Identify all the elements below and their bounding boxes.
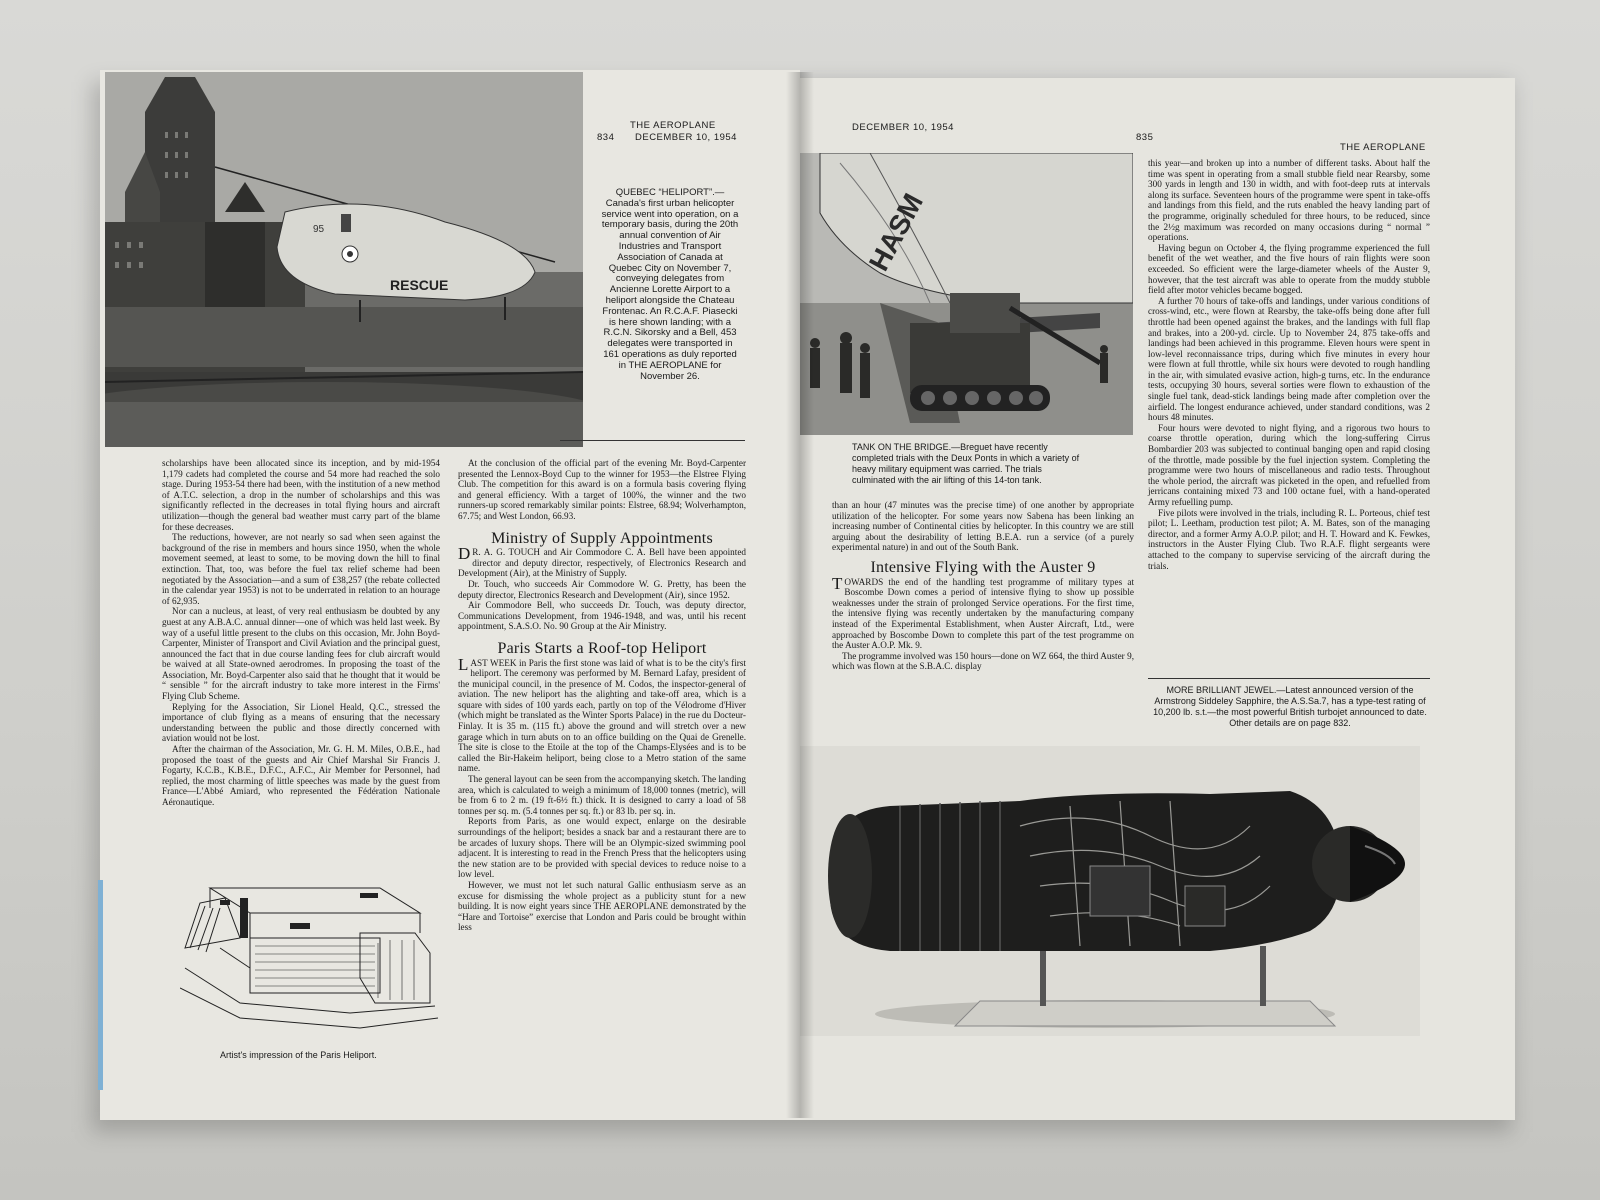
- ministry-para-3: Air Commodore Bell, who succeeds Dr. Touch, was deputy director, Communications Development, from 1946-1948, and was, until his recent appointment, S.A.S.O. No. 90 Group at the Air Ministry.: [458, 600, 746, 632]
- ministry-para-2: Dr. Touch, who succeeds Air Commodore W. G. Pretty, has been the deputy director, Electronics Research and Development (Air), since 1952.: [458, 578, 746, 600]
- col1-para-5: After the chairman of the Association, Mr. G. H. M. Miles, O.B.E., had proposed the toast of the guests and Air Chief Marshal Sir Francis J. Fogarty, K.C.B., K.B.E., D.F.C., A.F.C., Air Member for Personnel, had replied, the most charming of little speeches was made by the guest from France—L'Abbé Amiard, who represented the Fédération Nationale Aéronautique.: [162, 744, 440, 807]
- rescue-lettering: RESCUE: [390, 277, 449, 293]
- ministry-heading: Ministry of Supply Appointments: [491, 529, 713, 547]
- caption-rule: [560, 440, 745, 441]
- jewel-caption: MORE BRILLIANT JEWEL.—Latest announced version of the Armstrong Siddeley Sapphire, the A.S.Sa.7, has a type-test rating of 10,200 lb. s.t.—the most powerful British turbojet announced to date. Other details are on page 832.: [1153, 685, 1427, 728]
- quebec-heliport-photo: [105, 72, 583, 447]
- paris-heading: Paris Starts a Roof-top Heliport: [497, 639, 707, 657]
- left-page-number: 834: [597, 132, 615, 143]
- quebec-photo-drawing: [105, 72, 583, 447]
- paris-para-3: Reports from Paris, as one would expect, enlarge on the desirable surroundings of the heliport; besides a snack bar and a restaurant there are to be arcades of luxury shops. There will be an Olympic-sized swimming pool adjacent. It is interesting to read in the French Press that the helicopters using the new station are to be provided with special devices to reduce noise to a low level.: [458, 816, 746, 880]
- tank-on-bridge-photo: [800, 153, 1133, 435]
- right-column-1: [832, 500, 1134, 672]
- quebec-caption: QUEBEC “HELIPORT”.—Canada's first urban helicopter service went into operation, on a temporary basis, during the 20th annual convention of Air Industries and Transport Association of Canada at Quebec City on November 7, conveying delegates from Ancienne Lorette Airport to a heliport alongside the Chateau Frontenac. An R.C.A.F. Piasecki is here shown landing; with a R.C.N. Sikorsky and a Bell, 453 delegates were transported in 161 operations as duly reported in THE AEROPLANE for November 26.: [601, 187, 739, 382]
- col2-intro: At the conclusion of the official part of the evening Mr. Boyd-Carpenter presented the Lennox-Boyd Cup to the winner for 1953—the Elstree Flying Club. The competition for this award is on a formula basis covering flying and general efficiency. With a target of 100%, the winner and the two runners-up scored remarkably similar points: Elstree, 68.94; Wolverhampton, 67.75; and West London, 66.93.: [458, 458, 746, 521]
- aircraft-lettering: HASM: [862, 188, 930, 276]
- col1-para-4: Replying for the Association, Sir Lionel Heald, Q.C., stressed the importance of club flying as a means of ensuring that the necessary understanding between the public and those directly concerned with aviation would not be lost.: [162, 701, 440, 744]
- heliport-caption: Artist's impression of the Paris Heliport.: [220, 1050, 377, 1060]
- engine-photo-drawing: [800, 746, 1420, 1036]
- col1-para-2: The reductions, however, are not nearly so sad when seen against the background of the rise in members and hours since 1950, when the whole movement seemed, at least to some, to be moving down the hill to final extinction. That, too, was before the fuel tax relief scheme had been negotiated by the Association—and a sum of £38,257 (the rebate collected in the calendar year 1953) is not to be underrated in relation to an hourage of 62,935.: [162, 532, 440, 606]
- tank-photo-drawing: [800, 153, 1133, 435]
- auster-col2-para-2: Having begun on October 4, the flying programme experienced the full benefit of the wet weather, and the five hours of rain flights were soon exceeded. So efficient were the large-diameter wheels of the Auster 9, however, that the test aircraft was able to operate from the muddy stubble field after motor vehicles became bogged.: [1148, 242, 1430, 296]
- heliport-sketch-drawing: [180, 878, 440, 1038]
- auster-col2-para-4: Four hours were devoted to night flying, and a rigorous two hours to coarse throttle operation, during which the long-suffering Cirrus Bombardier 203 was subjected to continual banging open and rapid closing of the throttle, made possible by the fuel injection system. Completing the programme were two hours of miscellaneous and radio tests. Throughout the whole period, the aircraft was picketed in the open, and refuelled from jerricans containing mixed 73 and 100 octane fuel, with a hand-operated Army refuelling pump.: [1148, 422, 1430, 507]
- auster-para-2: The programme involved was 150 hours—done on WZ 664, the third Auster 9, which was flown at the S.B.A.C. display: [832, 650, 1134, 672]
- left-page: [100, 70, 800, 1120]
- left-column-2: [458, 458, 746, 933]
- auster-col2-para-1: this year—and broken up into a number of different tasks. About half the time was spent in operating from a small stubble field near Rearsby, some 300 yards in length and 130 in width, and with foot-deep ruts at intervals along its surface. Seventeen hours of the programme were spent in take-offs and landings from this field, and the ruts enabled the heavy landing part of the programme, originally scheduled for three hours, to be reduced, since the 2½g maximum was recorded on many occasions during “ normal ” operations.: [1148, 158, 1430, 243]
- helicopter-number: 95: [313, 224, 325, 235]
- right-header-date: DECEMBER 10, 1954: [852, 122, 954, 133]
- auster-heading: Intensive Flying with the Auster 9: [870, 558, 1096, 576]
- auster-col2-para-3: A further 70 hours of take-offs and landings, under various conditions of cross-wind, etc., were flown at Rearsby, the take-offs being done after full throttle had been opened against the brakes, and the landings with full flap and brakes, into a 200-yd. circle. Up to November 24, 875 take-offs and landings had been achieved in this programme. Eleven hours were spent in low-level reconnaissance trips, during which five minutes in every hour were flown at full throttle, while six hours were devoted to rough handling in the air, with simulated evasive action, high-g turns, etc. In the endurance tests, occupying 30 hours, several sorties were flown to exhaustion of the single fuel tank, dead-stick landings being made after completion over the airfield. The longest endurance achieved, under standard conditions, was 2 hours 48 minutes.: [1148, 295, 1430, 423]
- right-column-2: [1148, 158, 1430, 571]
- jewel-caption-rule: [1148, 678, 1430, 679]
- page-gutter: [786, 72, 814, 1118]
- cover-edge: [98, 880, 103, 1090]
- helicopter-continued: than an hour (47 minutes was the precise time) of one another by appropriate utilization of the helicopter. For some years now Sabena has been linking an increasing number of Continental cities by helicopter. In this country we are still arguing about the desirability of letting B.E.A. run a service (of a purely experimental nature) in and out of the South Bank.: [832, 500, 1134, 553]
- col1-para-1: scholarships have been allocated since its inception, and by mid-1954 1,179 cadets had completed the course and 54 more had reached the solo stage. During 1953-54 there had been, with the institution of a new method of A.T.C. selection, a drop in the number of scholarships and this was significantly reflected in the decreases in total flying hours and aircraft utilization—though the general bad weather must carry part of the blame for these decreases.: [162, 458, 440, 532]
- auster-col2-para-5: Five pilots were involved in the trials, including R. L. Porteous, chief test pilot; L. Leetham, production test pilot; A. M. Bates, son of the managing director, and a former Army A.O.P. pilot; and H. T. Howard and K. Fewkes, instructors in the Auster Flying Club. Two R.A.F. flight sergeants were attached to the company to supervise servicing of the aircraft during the trials.: [1148, 507, 1430, 571]
- left-column-1: [162, 458, 440, 808]
- right-page-number: 835: [1136, 132, 1154, 143]
- tank-caption: TANK ON THE BRIDGE.—Breguet have recently completed trials with the Deux Ponts in which a variety of heavy military equipment was carried. The trials culminated with the air lifting of this 14-ton tank.: [852, 442, 1080, 485]
- paris-para-2: The general layout can be seen from the accompanying sketch. The landing area, which is calculated to weigh a minimum of 18,000 tonnes (metric), will be from 6 to 2 m. (19 ft-6½ ft.) thick. It is designed to carry a load of 58 tonnes per sq. m. (5.4 tonnes per sq. ft.) or 83 lb. per sq. in.: [458, 774, 746, 816]
- auster-para-1: TOWARDS the end of the handling test programme of military types at Boscombe Down comes a period of intensive flying to show up possible weaknesses under the strain of prolonged Service operations. For the first time, the intensive flying was recently undertaken by the manufacturing company instead of the Experimental Establishment, when Auster Aircraft, Ltd., were approached by Boscombe Down to complete this part of the test programme on the Auster A.O.P. Mk. 9.: [832, 573, 1134, 651]
- col1-para-3: Nor can a nucleus, at least, of very real enthusiasm be doubted by any guest at any A.B.A.C. annual dinner—one of which was held last week. By way of a useful little present to the clubs on this occasion, Mr. John Boyd-Carpenter, Minister of Transport and Civil Aviation and the principal guest, announced the fact that in due course landing fees for club aircraft would be waived at all State-owned aerodromes. In proposing the toast of the Association, Mr. Boyd-Carpenter also said that he thought that it would be “ sensible ” for the aircraft industry to take more interest in the Firms' Flying Club Scheme.: [162, 606, 440, 702]
- left-header-magazine: THE AEROPLANE: [630, 120, 716, 131]
- ministry-para-1: DR. A. G. TOUCH and Air Commodore C. A. Bell have been appointed director and deputy director, respectively, of Electronics Research and Development (Air), at the Ministry of Supply.: [458, 544, 746, 579]
- sapphire-engine-photo: [800, 746, 1420, 1036]
- paris-para-1: LAST WEEK in Paris the first stone was laid of what is to be the city's first heliport. The ceremony was performed by M. Bernard Lafay, president of the municipal council, in the presence of M. Codos, the inspector-general of aviation. The new heliport has the alighting and take-off area, which is a square with sides of 100 yards each, partly on top of the Vélodrome d'Hiver (which might be translated as the Winter Sports Palace) in the rue du Docteur-Finlay. It is 35 m. (115 ft.) above the ground and will stretch over a new garage which in turn abuts on to an office building on the Quai de Grenelle. The site is close to the Etoile at the top of the Champs-Elysées and is to be called the Bir-Hakeim heliport, being close to a Metro station of the same name.: [458, 654, 746, 774]
- paris-heliport-sketch: [180, 878, 440, 1038]
- left-header-date: DECEMBER 10, 1954: [635, 132, 737, 143]
- right-header-magazine: THE AEROPLANE: [1340, 142, 1426, 153]
- right-page: [800, 78, 1515, 1120]
- paris-para-4: However, we must not let such natural Gallic enthusiasm serve as an excuse for dismissing the whole project as a publicity stunt for a new building. It is now eight years since THE AEROPLANE demonstrated by the “Hare and Tortoise” exercise that London and Paris could be brought within less: [458, 879, 746, 933]
